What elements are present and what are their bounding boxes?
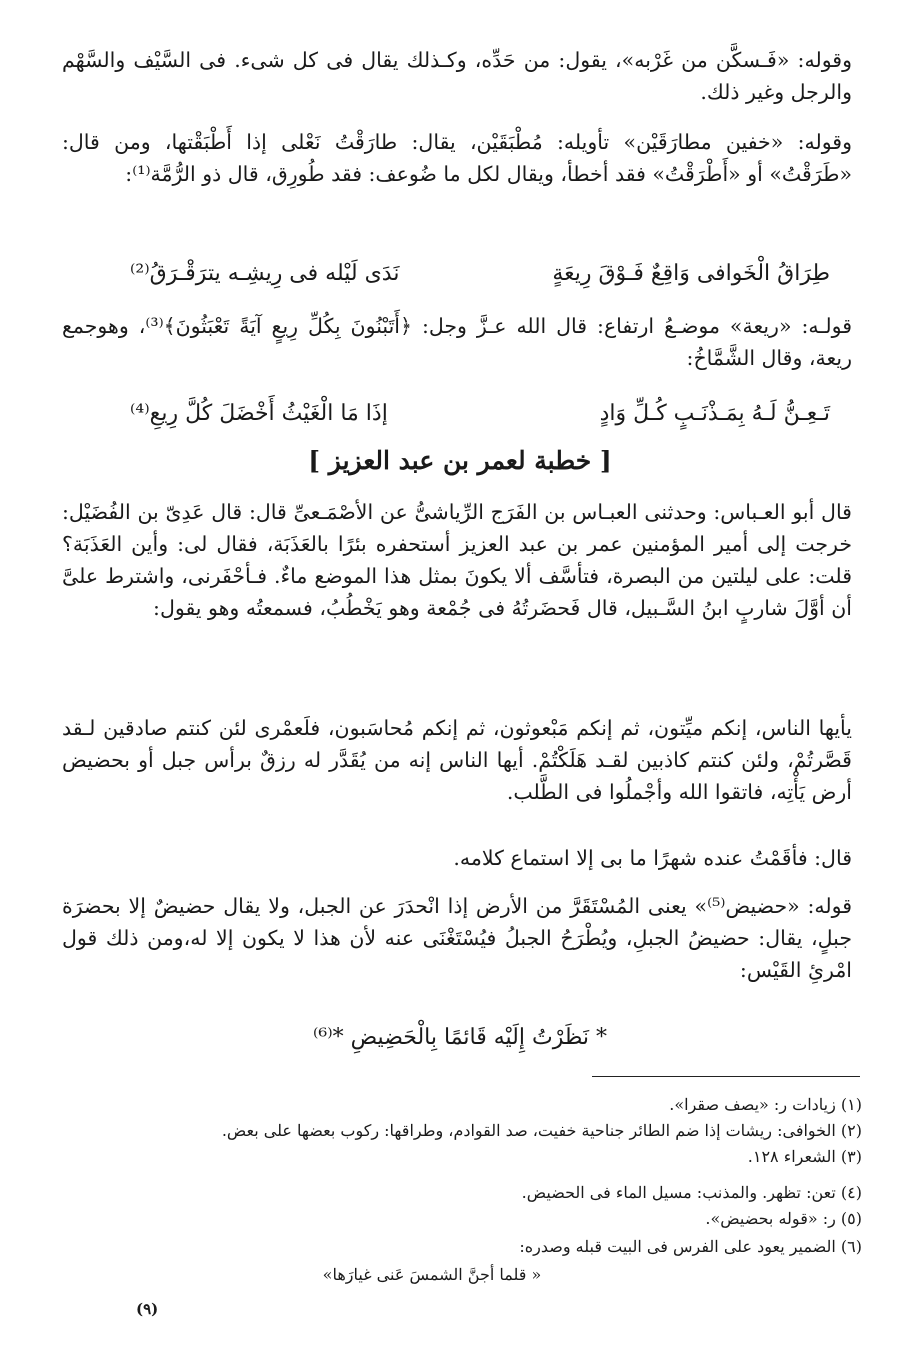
section-heading: [ خطبة لعمر بن عبد العزيز ] [308,446,612,475]
verse-second-hemistich: نَدَى لَيْله فى رِيشِـه يترَقْـرَقُ⁽²⁾ [130,261,400,286]
paragraph-ghrbih: وقوله: «فَـسكَّن من غَرْبه»، يقول: من حَدِّه، وكـذلك يقال فى كل شىء. فى السَّيْف والسَّهْم والرجل وغير ذلك. [62,48,852,104]
footnote-6-verse: « قلما أجنَّ الشمسَ عَنى غيارَها» [322,1265,542,1284]
paragraph-mutaraqain: وقوله: «خفين مطارَقَيْن» تأويله: مُطْبَقَيْن، يقال: طارَقْتُ نَعْلى إذا أَطْبَقْتها، ومن قال: «طَرَقْتُ» أو «أَطْرَقْتُ» فقد أخطأ، ويقال لكل ما ضُوعف: فقد طُورِق، قال ذو الرُّمَّة⁽¹⁾: [62,130,852,186]
footnote-1: (١) زيادات ر: «يصف صقرا». [669,1095,862,1114]
paragraph-narration: قال أبو العـباس: وحدثنى العبـاس بن الفَرَج الرِّياشىُّ عن الأصْمَـعىِّ قال: قال عَدِىّ بن الفُضَيْل: خرجت إلى أمير المؤمنين عمر بن عبد العزيز أستحفره بئرًا بالعَذَبَة، فقال لى: وأين العَذَبَة؟ قلت: على ليلتين من البصرة، فتأسَّف ألا يكونَ بمثل هذا الموضع ماءٌ. فـأحْفَرنى، واشترط علىَّ أن أوَّلَ شاربٍ ابنُ السَّـبيل، قال فَحضَرتُهُ فى جُمْعة وهو يَخْطُبُ، فسمعتُه وهو يقول: [62,500,852,620]
footnote-3: (٣) الشعراء ١٢٨. [747,1147,862,1166]
footnote-6: (٦) الضمير يعود على الفرس فى البيت قبله وصدره: [519,1237,862,1256]
page-number: (٩) [136,1300,159,1318]
verse-imru-al-qays: * نَظَرْتُ إِلَيْه قَائمًا بِالْحَضِيضِ *⁽⁶⁾ [312,1025,608,1050]
footnote-2: (٢) الخوافى: ريشات إذا ضم الطائر جناحية خفيت، صد القوادم، وطراقها: ركوب بعضها على بعض. [221,1121,862,1140]
paragraph-riah: قولـه: «ريعة» موضـعُ ارتفاع: قال الله عـزَّ وجل: ﴿أَتَبْنُونَ بِكُلِّ رِيعٍ آيَةً تَعْبَثُونَ﴾⁽³⁾، وهوجمع ريعة، وقال الشَّمَّاخُ: [62,314,852,370]
paragraph-sermon: يأيها الناس، إنكم ميِّتون، ثم إنكم مَبْعوثون، ثم إنكم مُحاسَبون، فلَعمْرى لئن كنتم صادقين لـقد قَصَّرتُمْ، ولئن كنتم كاذبين لقـد هَلَكْتُمْ. أيها الناس إنه من يُقَدَّر له رزقٌ برأس جبل أو بحضيض أرض يَأْتِه، فاتقوا الله وأجْملُوا فى الطَّلب. [62,716,852,804]
footnote-5: (٥) ر: «قوله بحضيض». [705,1209,862,1228]
footnote-divider [592,1076,860,1077]
paragraph-hadid: قوله: «حضيض⁽⁵⁾» يعنى المُسْتَقَرَّ من الأرض إذا انْحدَرَ عن الجبل، ولا يقال حضيضٌ إلا بحضرَة جبلٍ، يقال: حضيضُ الجبلِ، ويُطْرَحُ الجبلُ فيُسْتَغْنَى عنه لأن هذا لا يكون إلا له،ومن ذلك قول امْرئِ القَيْس: [62,894,852,982]
verse-shammakh [130,398,830,430]
footnote-4: (٤) تعن: تظهر. والمذنب: مسيل الماء فى الحضيض. [521,1183,862,1202]
verse-second-hemistich: إذَا مَا الْغَيْثُ أَخْضَلَ كُلَّ رِيعِ⁽⁴⁾ [130,401,388,426]
verse-first-hemistich: تَـعِـنُّ لَـهُ بِمَـذْنَـبٍ كُـلِّ وَادٍ [599,401,830,426]
paragraph-stay: قال: فأقَمْتُ عنده شهرًا ما بى إلا استماع كلامه. [453,846,852,870]
verse-first-hemistich: طِرَاقُ الْخَوافى وَاقِعٌ فَـوْقَ رِيعَةٍ [552,261,830,286]
verse-dhu-al-rumma [130,258,830,290]
